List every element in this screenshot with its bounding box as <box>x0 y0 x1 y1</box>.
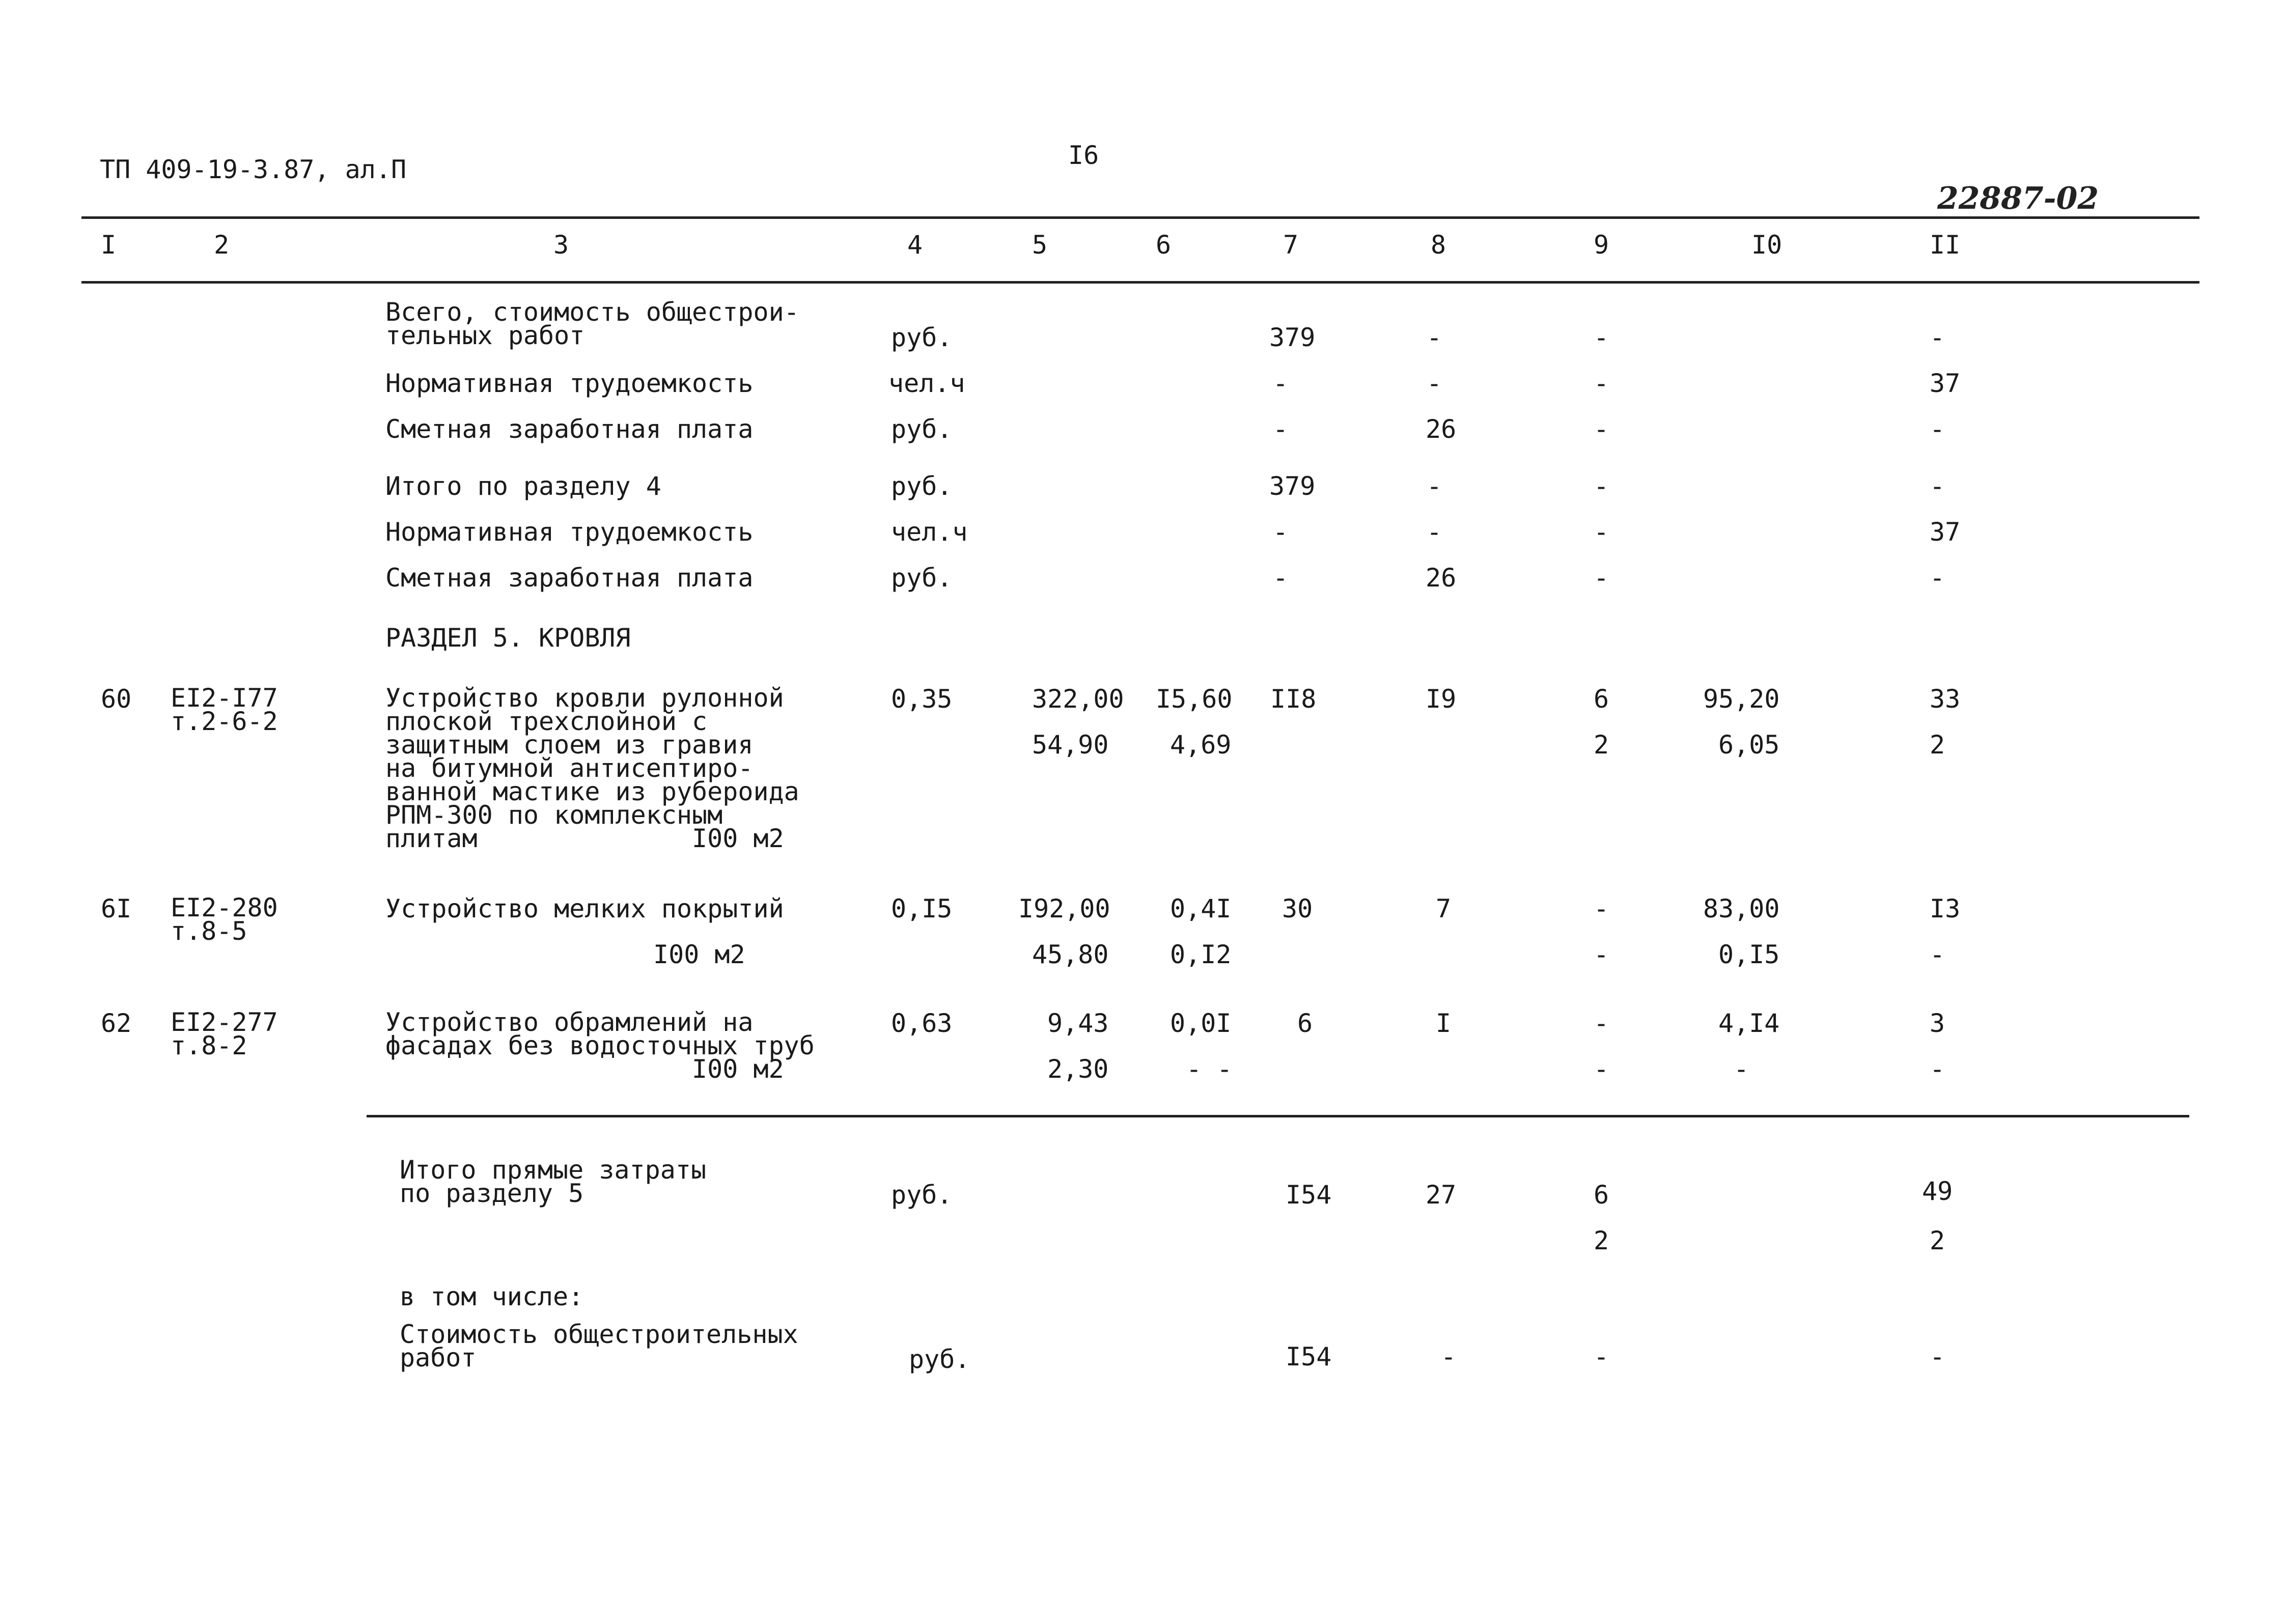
column-header: 4 <box>907 230 923 260</box>
row-value-c5: 322,00 <box>1032 684 1124 714</box>
row-value-c7: 6 <box>1297 1009 1313 1038</box>
row-value-c6: - - <box>1186 1054 1233 1084</box>
row-value-c9: - <box>1594 1009 1609 1038</box>
row-value-c9: - <box>1594 414 1609 444</box>
row-quantity: 0,35 <box>891 684 953 714</box>
cost-value-c7: I54 <box>1286 1342 1332 1371</box>
row-value-c6: 4,69 <box>1170 730 1232 760</box>
row-value-c6: I5,60 <box>1156 684 1233 714</box>
row-unit: руб. <box>891 414 953 444</box>
column-header: I0 <box>1751 230 1782 260</box>
row-quantity: 0,I5 <box>891 894 953 923</box>
row-value-c10: 6,05 <box>1718 730 1780 760</box>
cost-description: Стоимость общестроительных работ <box>400 1320 798 1373</box>
row-unit: чел.ч <box>888 369 965 398</box>
row-value-c7: - <box>1273 517 1289 547</box>
document-reference: ТП 409-19-3.87, ал.П <box>100 155 407 184</box>
row-value-c9: - <box>1594 940 1609 969</box>
total-description: Итого прямые затраты по разделу 5 <box>400 1155 707 1208</box>
header-bottom-rule <box>81 281 2199 284</box>
row-quantity: 0,63 <box>891 1009 953 1038</box>
column-header: I <box>101 230 117 260</box>
cost-unit: руб. <box>909 1345 970 1374</box>
row-value-c11: 3 <box>1930 1009 1945 1038</box>
row-value-c9: - <box>1594 323 1609 352</box>
row-description: Устройство мелких покрытий <box>385 894 784 923</box>
column-header: 2 <box>214 230 230 260</box>
row-value-c9: - <box>1594 369 1609 398</box>
row-value-c10: 83,00 <box>1703 894 1780 923</box>
column-header: 5 <box>1032 230 1048 260</box>
total-value-c11: 2 <box>1930 1226 1945 1255</box>
column-header: II <box>1930 230 1961 260</box>
row-value-c7: - <box>1273 414 1289 444</box>
row-number: 62 <box>101 1009 132 1038</box>
row-number: 60 <box>101 684 132 714</box>
total-value-c7: I54 <box>1286 1180 1332 1210</box>
row-value-c8: 7 <box>1436 894 1452 923</box>
column-header: 3 <box>553 230 569 260</box>
total-value-c9: 6 <box>1594 1180 1609 1210</box>
page-number: I6 <box>1068 141 1099 170</box>
row-unit: чел.ч <box>891 517 968 547</box>
column-header: 7 <box>1283 230 1299 260</box>
row-description: Устройство кровли рулонной плоской трехслойной с защитным слоем из гравия на битумной антисептиро- ванной мастике из рубероида РПМ-300 по комплексным плитам I00 м2 <box>385 683 799 853</box>
row-value-c5: 54,90 <box>1032 730 1109 760</box>
row-unit-measure: I00 м2 <box>653 940 745 969</box>
row-value-c9: - <box>1594 894 1609 923</box>
row-value-c8: I <box>1436 1009 1452 1038</box>
row-value-c9: 6 <box>1594 684 1609 714</box>
row-value-c9: - <box>1594 563 1609 593</box>
stamp-number: 22887-02 <box>1937 181 2099 216</box>
row-value-c5: 2,30 <box>1047 1054 1109 1084</box>
row-value-c11: - <box>1930 1054 1945 1084</box>
row-value-c11: - <box>1930 323 1945 352</box>
row-value-c11: - <box>1930 940 1945 969</box>
row-value-c11: 37 <box>1930 369 1961 398</box>
row-value-c7: 30 <box>1282 894 1313 923</box>
row-value-c11: - <box>1930 414 1945 444</box>
row-value-c8: - <box>1427 369 1442 398</box>
cost-value-c9: - <box>1594 1342 1609 1371</box>
row-code: EI2-I77 т.2-6-2 <box>171 683 278 736</box>
row-value-c11: - <box>1930 563 1945 593</box>
row-code: EI2-277 т.8-2 <box>171 1007 278 1060</box>
row-value-c9: 2 <box>1594 730 1609 760</box>
section-heading: РАЗДЕЛ 5. КРОВЛЯ <box>385 623 631 653</box>
row-value-c8: I9 <box>1426 684 1457 714</box>
row-value-c7: - <box>1273 563 1289 593</box>
header-top-rule <box>81 216 2199 219</box>
row-value-c11: - <box>1930 471 1945 501</box>
column-header: 6 <box>1156 230 1172 260</box>
row-description: Итого по разделу 4 <box>385 471 661 501</box>
cost-value-c11: - <box>1930 1342 1945 1371</box>
row-value-c5: 45,80 <box>1032 940 1109 969</box>
row-value-c11: 33 <box>1930 684 1961 714</box>
row-value-c8: - <box>1427 323 1442 352</box>
total-value-c9: 2 <box>1594 1226 1609 1255</box>
row-value-c10: 0,I5 <box>1718 940 1780 969</box>
cost-value-c8: - <box>1441 1342 1457 1371</box>
row-value-c11: 37 <box>1930 517 1961 547</box>
row-description: Сметная заработная плата <box>385 414 754 444</box>
row-description: Нормативная трудоемкость <box>385 369 754 398</box>
row-value-c7: 379 <box>1269 471 1316 501</box>
column-header: 8 <box>1431 230 1446 260</box>
row-description: Сметная заработная плата <box>385 563 754 593</box>
row-value-c10: 95,20 <box>1703 684 1780 714</box>
row-code: EI2-280 т.8-5 <box>171 893 278 946</box>
total-unit: руб. <box>891 1180 953 1210</box>
row-value-c7: II8 <box>1270 684 1317 714</box>
row-value-c8: 26 <box>1426 563 1457 593</box>
row-value-c8: - <box>1427 471 1442 501</box>
row-value-c5: I92,00 <box>1018 894 1110 923</box>
row-number: 6I <box>101 894 132 923</box>
row-value-c6: 0,4I <box>1170 894 1232 923</box>
row-value-c8: - <box>1427 517 1442 547</box>
row-value-c8: 26 <box>1426 414 1457 444</box>
total-value-c8: 27 <box>1426 1180 1457 1210</box>
row-value-c10: - <box>1734 1054 1749 1084</box>
row-value-c11: I3 <box>1930 894 1961 923</box>
row-unit: руб. <box>891 563 953 593</box>
row-value-c7: - <box>1273 369 1289 398</box>
total-value-c11: 49 <box>1922 1177 1953 1206</box>
row-value-c6: 0,I2 <box>1170 940 1232 969</box>
row-unit: руб. <box>891 323 953 352</box>
column-header: 9 <box>1594 230 1609 260</box>
row-description: Устройство обрамлений на фасадах без водосточных труб I00 м2 <box>385 1007 815 1084</box>
row-description: Нормативная трудоемкость <box>385 517 754 547</box>
row-value-c11: 2 <box>1930 730 1945 760</box>
row-value-c6: 0,0I <box>1170 1009 1232 1038</box>
including-label: в том числе: <box>400 1282 584 1311</box>
row-value-c9: - <box>1594 517 1609 547</box>
totals-rule <box>367 1115 2189 1117</box>
row-value-c10: 4,I4 <box>1718 1009 1780 1038</box>
row-value-c9: - <box>1594 1054 1609 1084</box>
row-description: Всего, стоимость общестрои- тельных работ <box>385 297 799 350</box>
row-value-c7: 379 <box>1269 323 1316 352</box>
row-value-c5: 9,43 <box>1047 1009 1109 1038</box>
row-unit: руб. <box>891 471 953 501</box>
row-value-c9: - <box>1594 471 1609 501</box>
